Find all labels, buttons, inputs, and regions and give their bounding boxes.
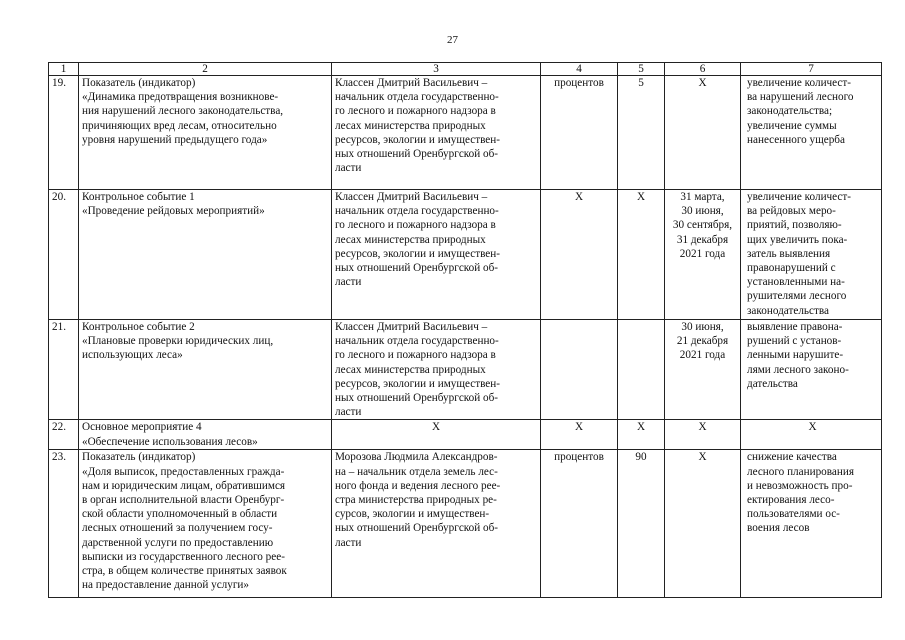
row-expected-result xyxy=(741,320,882,420)
row-responsible-line: начальник отдела государственно- xyxy=(335,205,499,218)
row-responsible-line: Классен Дмитрий Васильевич – xyxy=(335,77,488,89)
row-description-line: «Обеспечение использования лесов» xyxy=(82,435,258,448)
row-responsible-line: ласти xyxy=(335,406,362,419)
row-description-line: «Доля выписок, предоставленных гражда- xyxy=(82,465,285,478)
row-responsible-line: Классен Дмитрий Васильевич – xyxy=(335,191,488,203)
row-expected-result-line: правонарушений с xyxy=(747,262,836,275)
row-responsible-line: ных отношений Оренбургской об- xyxy=(335,522,499,535)
page-number: 27 xyxy=(447,34,458,46)
row-description xyxy=(79,420,332,450)
row-responsible-line: лесах министерства природных xyxy=(335,119,486,132)
row-description-line: лесных отношений за получением госу- xyxy=(82,522,273,535)
row-description-line: в орган исполнительной власти Оренбург- xyxy=(82,494,285,507)
row-unit xyxy=(541,320,618,420)
row-description xyxy=(79,450,332,598)
column-number: 7 xyxy=(741,63,882,76)
row-responsible-line: ласти xyxy=(335,536,362,549)
row-responsible-line: ласти xyxy=(335,276,362,289)
row-unit-line: процентов xyxy=(554,77,604,89)
row-deadline-line: 31 марта, xyxy=(680,191,725,203)
row-expected-result-line: и невозможность про- xyxy=(747,479,853,492)
row-responsible-line: ласти xyxy=(335,162,362,175)
row-expected-result-line: снижение качества xyxy=(747,451,837,464)
row-deadline-line: 30 сентября, xyxy=(672,219,733,232)
row-expected-result-line: лесного планирования xyxy=(747,465,854,478)
row-description xyxy=(79,320,332,420)
row-number: 22. xyxy=(49,420,79,450)
row-value-line: 5 xyxy=(638,77,644,89)
row-value xyxy=(618,450,665,598)
column-number: 2 xyxy=(79,63,332,76)
row-expected-result-line: ектирования лесо- xyxy=(747,494,835,507)
row-value-line: X xyxy=(636,191,646,203)
row-responsible xyxy=(332,190,541,320)
row-expected-result-line: выявление правона- xyxy=(747,321,843,333)
row-description-line: нам и юридическим лицам, обратившимся xyxy=(82,479,286,492)
row-value xyxy=(618,76,665,190)
row-expected-result-line: нанесенного ущерба xyxy=(747,133,845,146)
row-expected-result-line: ва рейдовых меро- xyxy=(747,205,836,218)
row-expected-result-line: установленными на- xyxy=(747,276,845,289)
table-row xyxy=(49,450,882,598)
row-deadline-line: 30 июня, xyxy=(681,321,724,333)
table-row xyxy=(49,420,882,450)
row-responsible-line: ных отношений Оренбургской об- xyxy=(335,148,499,161)
row-responsible-line: стра министерства природных ре- xyxy=(335,494,497,507)
row-responsible-line: начальник отдела государственно- xyxy=(335,91,499,104)
row-description-line: «Динамика предотвращения возникнове- xyxy=(82,91,279,104)
row-deadline-line: 30 июня, xyxy=(681,205,724,218)
row-deadline xyxy=(665,76,741,190)
row-responsible-line: лесах министерства природных xyxy=(335,363,486,376)
row-expected-result-line: лями лесного законо- xyxy=(747,363,849,376)
row-responsible-line: на – начальник отдела земель лес- xyxy=(335,465,498,478)
row-expected-result-line: X xyxy=(808,421,817,434)
row-expected-result-line: приятий, позволяю- xyxy=(747,219,842,232)
row-description-line: дарственной услуги по предоставлению xyxy=(82,536,274,549)
row-expected-result-line: рушений с установ- xyxy=(747,335,842,348)
row-expected-result-line: дательства xyxy=(747,377,798,390)
row-unit xyxy=(541,190,618,320)
row-description-line: использующих леса» xyxy=(82,349,183,362)
row-responsible-line: ресурсов, экологии и имуществен- xyxy=(335,377,500,390)
column-number: 4 xyxy=(541,63,618,76)
row-value-line: X xyxy=(636,421,646,434)
row-responsible-line: Морозова Людмила Александров- xyxy=(335,451,498,464)
row-unit xyxy=(541,76,618,190)
row-responsible xyxy=(332,450,541,598)
row-responsible-line: ных отношений Оренбургской об- xyxy=(335,262,499,275)
row-expected-result-line: законодательства xyxy=(747,304,829,317)
program-table xyxy=(48,62,882,598)
row-value-line: 90 xyxy=(635,451,647,464)
row-number: 20. xyxy=(49,190,79,320)
row-number: 21. xyxy=(49,320,79,420)
row-unit xyxy=(541,450,618,598)
row-unit-line: X xyxy=(574,421,584,434)
row-description-line: стра, в общем количестве принятых заявок xyxy=(82,565,287,578)
column-number-row xyxy=(49,63,882,76)
row-value xyxy=(618,190,665,320)
row-number: 23. xyxy=(49,450,79,598)
row-responsible-line: ного фонда и ведения лесного рее- xyxy=(335,479,501,492)
row-description-line: ния нарушений лесного законодательства, xyxy=(82,105,284,118)
row-responsible-line: ресурсов, экологии и имуществен- xyxy=(335,133,500,146)
row-description-line: на предоставление данной услуги» xyxy=(82,579,250,592)
row-expected-result xyxy=(741,420,882,450)
row-responsible-line: лесах министерства природных xyxy=(335,233,486,246)
row-expected-result-line: увеличение суммы xyxy=(747,119,837,132)
row-deadline-line: 21 декабря xyxy=(676,335,729,348)
table-row xyxy=(49,320,882,420)
row-expected-result-line: ва нарушений лесного xyxy=(747,91,854,104)
row-deadline xyxy=(665,190,741,320)
row-description xyxy=(79,76,332,190)
column-number: 6 xyxy=(665,63,741,76)
row-deadline-line: 2021 года xyxy=(679,349,726,362)
row-responsible-line: го лесного и пожарного надзора в xyxy=(335,219,496,232)
row-deadline-line: X xyxy=(698,77,707,89)
row-expected-result-line: увеличение количест- xyxy=(747,77,852,89)
row-expected-result-line: рушителями лесного xyxy=(747,290,847,303)
row-description-line: причиняющих вред лесам, относительно xyxy=(82,119,277,132)
row-expected-result-line: ленными нарушите- xyxy=(747,349,844,362)
row-responsible-line: ресурсов, экологии и имуществен- xyxy=(335,247,500,260)
row-description-line: «Проведение рейдовых мероприятий» xyxy=(82,205,265,218)
row-unit-line: X xyxy=(574,191,584,203)
row-deadline-line: X xyxy=(698,451,707,464)
row-expected-result xyxy=(741,76,882,190)
row-unit-line: процентов xyxy=(554,451,604,464)
row-expected-result-line: воения лесов xyxy=(747,522,810,535)
row-expected-result-line: пользователями ос- xyxy=(747,508,840,521)
row-description-line: уровня нарушений предыдущего года» xyxy=(82,133,268,146)
row-responsible-line: Классен Дмитрий Васильевич – xyxy=(335,321,488,333)
row-description-line: Контрольное событие 2 xyxy=(82,321,195,333)
table-row xyxy=(49,76,882,190)
row-description-line: Показатель (индикатор) xyxy=(82,451,196,464)
row-responsible-line: го лесного и пожарного надзора в xyxy=(335,349,496,362)
row-deadline xyxy=(665,420,741,450)
row-expected-result xyxy=(741,450,882,598)
row-responsible-line: ных отношений Оренбургской об- xyxy=(335,392,499,405)
row-responsible xyxy=(332,320,541,420)
row-value xyxy=(618,420,665,450)
row-deadline-line: X xyxy=(698,421,707,434)
row-responsible-line: го лесного и пожарного надзора в xyxy=(335,105,496,118)
row-expected-result-line: увеличение количест- xyxy=(747,191,852,203)
column-number: 1 xyxy=(49,63,79,76)
row-deadline xyxy=(665,450,741,598)
row-description-line: Контрольное событие 1 xyxy=(82,191,195,203)
row-value xyxy=(618,320,665,420)
row-deadline-line: 31 декабря xyxy=(676,233,729,246)
row-number: 19. xyxy=(49,76,79,190)
row-responsible xyxy=(332,420,541,450)
row-deadline-line: 2021 года xyxy=(679,247,726,260)
row-description-line: «Плановые проверки юридических лиц, xyxy=(82,335,274,348)
row-expected-result-line: законодательства; xyxy=(747,105,833,118)
row-responsible-line: начальник отдела государственно- xyxy=(335,335,499,348)
row-responsible xyxy=(332,76,541,190)
row-responsible-line: сурсов, экологии и имуществен- xyxy=(335,508,490,521)
row-description-line: выписки из государственного лесного рее- xyxy=(82,550,285,563)
column-number: 3 xyxy=(332,63,541,76)
row-expected-result-line: затель выявления xyxy=(747,247,831,260)
column-number: 5 xyxy=(618,63,665,76)
row-expected-result xyxy=(741,190,882,320)
row-description-line: Основное мероприятие 4 xyxy=(82,421,202,434)
row-description-line: Показатель (индикатор) xyxy=(82,77,196,89)
row-unit xyxy=(541,420,618,450)
row-description-line: ской области уполномоченный в области xyxy=(82,508,278,521)
table-row xyxy=(49,190,882,320)
row-description xyxy=(79,190,332,320)
row-expected-result-line: щих увеличить пока- xyxy=(747,233,848,246)
row-responsible-line: X xyxy=(431,421,441,434)
row-deadline xyxy=(665,320,741,420)
